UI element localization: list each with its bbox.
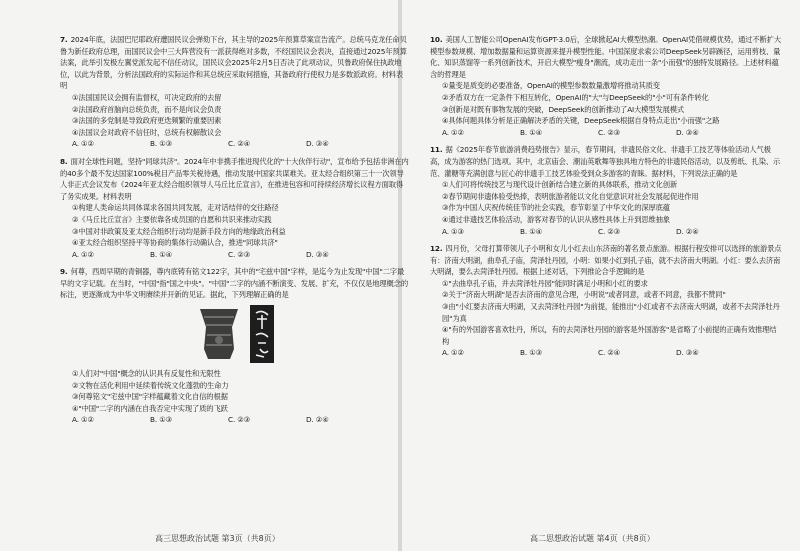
option: ②《马丘比丘宣言》主要依靠各成员国的自愿和共识来推动实践 xyxy=(72,214,272,224)
choice: C. ②④ xyxy=(598,348,621,358)
option: ④通过非遗技艺体验活动，游客对春节的认识从感性具体上升到思维抽象 xyxy=(442,214,670,224)
option: ③何尊铭文"宅兹中国"字样蕴藏着文化自信的根据 xyxy=(72,392,228,402)
question-stem: 四月份，父母打算带领儿子小明和女儿小红去山东济南的著名景点旅游。根据行程安排可以选择的旅游景点有：济南大明湖，曲阜孔子庙，菏泽牡丹园，小明：如果小红到孔子庙，就不去济南大明湖。小红：要么去济南大明湖，要么去菏泽牡丹园。根据上述对话，下列推论合乎逻辑的是 xyxy=(430,244,782,277)
option: ④具体问题具体分析是正确解决矛盾的关键，DeepSeek根据自身特点走出"小而强"之路 xyxy=(442,116,720,126)
option: ③创新是对既有事物发展的突破，DeepSeek的创新推动了AI大模型发展模式 xyxy=(442,104,685,114)
choice: D. ③④ xyxy=(306,139,329,149)
question-7 xyxy=(60,34,410,150)
option: ②矛盾双方在一定条件下相互转化，OpenAI的"大"与DeepSeek的"小"可有条件转化 xyxy=(442,92,709,102)
question-12 xyxy=(430,243,782,359)
choice: A. ①② xyxy=(72,139,94,149)
choice: C. ②③ xyxy=(228,415,251,425)
question-11 xyxy=(430,144,782,237)
option: ③作为中国人庆祝传统佳节的社会实践，春节彰显了中华文化的深厚底蕴 xyxy=(442,203,670,213)
question-figure xyxy=(60,304,410,364)
question-stem: 何尊，西周早期的青铜器，尊内底铸有铭文122字，其中的"宅兹中国"字样，是迄今为止发现"中国"二字最早的文字记载。在当时，"中国"指"国之中央"。"中国"二字的内涵不断演变、发展、扩充，不仅仅是地理概念的标注，更逐渐成为中华文明赓续并开新的见证。据此，下列理解正确的是 xyxy=(60,267,408,300)
question-number: 11. xyxy=(430,145,443,155)
right-page-column xyxy=(430,34,782,365)
option: ④"有的外国游客喜欢牡丹，所以，有的去菏泽牡丹园的游客是外国游客"是省略了小前提的正确有效推理结构 xyxy=(442,325,777,346)
choice: D. ③④ xyxy=(306,249,329,259)
question-stem: 面对全球性问题，坚持"同球共济"。2024年中非携手推进现代化的"十大伙伴行动"，宣布给予包括非洲在内的40多个最不发达国家100%税目产品零关税待遇，推动发展中国家共谋难关。亚太经合组织第三十一次领导人非正式会议发布《2024年亚太经合组织领导人马丘比丘宣言》，在推进包容和可持续经济增长议程方面取得了务实成果。材料表明 xyxy=(60,156,409,201)
choice: A. ①② xyxy=(72,249,94,259)
question-8 xyxy=(60,156,410,260)
choice: B. ①④ xyxy=(150,249,172,259)
option: ③由"小红要去济南大明湖，又去菏泽牡丹园"为前提，能推出"小红或者不去济南大明湖，或者不去菏泽牡丹园"为真 xyxy=(442,302,780,323)
answer-choices xyxy=(60,414,410,426)
option: ④亚太经合组织坚持平等协商的集体行动确认合，推进"同球共济" xyxy=(72,238,278,248)
question-number: 10. xyxy=(430,35,443,44)
question-stem: 美国人工智能公司OpenAI发布GPT-3.0后，全球掀起AI大模型热潮。OpenAI凭借规模优势，通过不断扩大模型参数规模、增加数据量和运算资源来提升模型性能。中国深度求索公司DeepSeek另辟蹊径，运用剪枝、量化、知识蒸馏等一系列创新技术，开启大模型"瘦身"潮流，成功走出一条"小而强"的独特发展路径。上述材料蕴含的哲理是 xyxy=(430,35,781,79)
choice: D. ③④ xyxy=(676,127,699,137)
page-footer-right: 高二思想政治试题 第4页（共8页） xyxy=(530,534,655,543)
choice: C. ②③ xyxy=(228,249,251,259)
question-number: 7. xyxy=(60,35,68,44)
choice: C. ②③ xyxy=(598,127,621,137)
option: ②关于"济南大明湖"是否去济南的意见合理，小明说"或者同意，或者不同意，我都不赞同" xyxy=(442,290,726,300)
page-footer-left: 高三思想政治试题 第3页（共8页） xyxy=(155,534,280,543)
choice: B. ①③ xyxy=(520,348,542,358)
choice: B. ①③ xyxy=(150,139,172,149)
question-9 xyxy=(60,266,410,426)
option: ②春节期间非遗体验受热捧，表明旅游者能以文化自觉意识对社会发展起促进作用 xyxy=(442,191,699,201)
choice: A. ①③ xyxy=(442,226,464,236)
question-number: 8. xyxy=(60,156,68,166)
choice: C. ②③ xyxy=(598,226,621,236)
choice: C. ②④ xyxy=(228,139,251,149)
question-stem: 2024年底，法国巴尼耶政府遭国民议会弹劾下台，其主导的2025年预算草案宣告流产。总统马克龙任命贝鲁为新任政府总理，而国民议会中三大阵营没有一派获得绝对多数，不经国民议会表决，直接通过2025年预算法案，此举引发极左翼党派发起不信任动议，国民议会2025年2月5日否决了此项动议，贝鲁政府保住执政地位，以此为背景，分析法国政府的实际运作和其总统应采取何措施，其备政府行使权力是多数派政府。材料表明 xyxy=(60,35,407,91)
question-number: 12. xyxy=(430,244,443,254)
answer-choices xyxy=(430,127,782,139)
answer-choices xyxy=(430,226,782,238)
choice: D. ③④ xyxy=(676,348,699,358)
choice: A. ①② xyxy=(442,127,464,137)
option: ①量变是质变的必要准备，OpenAI的模型参数数量激增将推动其质变 xyxy=(442,81,660,91)
question-stem: 据《2025年春节旅游消费趋势报告》显示，春节期间，非遗民俗文化、非遗手工技艺等体验活动人气极高，成为游客的热门选项。其中，北京庙会、潮汕英歌舞等独具地方特色的非遗民俗活动，以及剪纸、扎染、示范、灌糖等充满创意与匠心的非遗手工技艺体验受到众多游客的青睐。据材料，下列说法正确的是 xyxy=(430,145,781,178)
answer-choices xyxy=(60,249,410,261)
option: ①"去曲阜孔子庙，并去菏泽牡丹园"能同时满足小明和小红的要求 xyxy=(442,278,648,288)
choice: D. ②④ xyxy=(306,415,329,425)
option: ②法国政府首脑向总统负责，而不是向议会负责 xyxy=(72,104,222,114)
choice: B. ①④ xyxy=(520,127,542,137)
option: ④"中国"二字的内涵在自我否定中实现了质的飞跃 xyxy=(72,403,228,413)
bronze-vessel-icon xyxy=(196,305,242,363)
question-number: 9. xyxy=(60,267,68,277)
option: ②文物在活化利用中延续着传统文化蓬勃的生命力 xyxy=(72,380,229,390)
option: ①法国国民议会拥有监督权，可决定政府的去留 xyxy=(72,92,222,102)
choice: B. ①④ xyxy=(520,226,542,236)
option: ③法国的多党制是导致政府更迭频繁的重要因素 xyxy=(72,116,222,126)
option: ④法国议会对政府不信任时，总统有权解散议会 xyxy=(72,127,222,137)
choice: A. ①② xyxy=(442,348,464,358)
choice: A. ①② xyxy=(72,415,94,425)
choice: B. ①③ xyxy=(150,415,172,425)
answer-choices xyxy=(60,138,410,150)
option: ①构建人类命运共同体谋求各国共同发展，走对话结伴的交往路径 xyxy=(72,203,279,213)
option: ③中国对非政策及亚太经合组织行动均是新手段方向的地缘政治利益 xyxy=(72,226,286,236)
option: ①人们可将传统技艺与现代设计创新结合建立新的具体联系，推动文化创新 xyxy=(442,180,678,190)
inscription-rubbing-icon xyxy=(250,305,274,363)
left-page-column xyxy=(60,34,410,432)
option: ①人们对"中国"概念的认识具有反复性和无限性 xyxy=(72,369,221,379)
question-10 xyxy=(430,34,782,138)
answer-choices xyxy=(430,347,782,359)
choice: D. ②④ xyxy=(676,226,699,236)
